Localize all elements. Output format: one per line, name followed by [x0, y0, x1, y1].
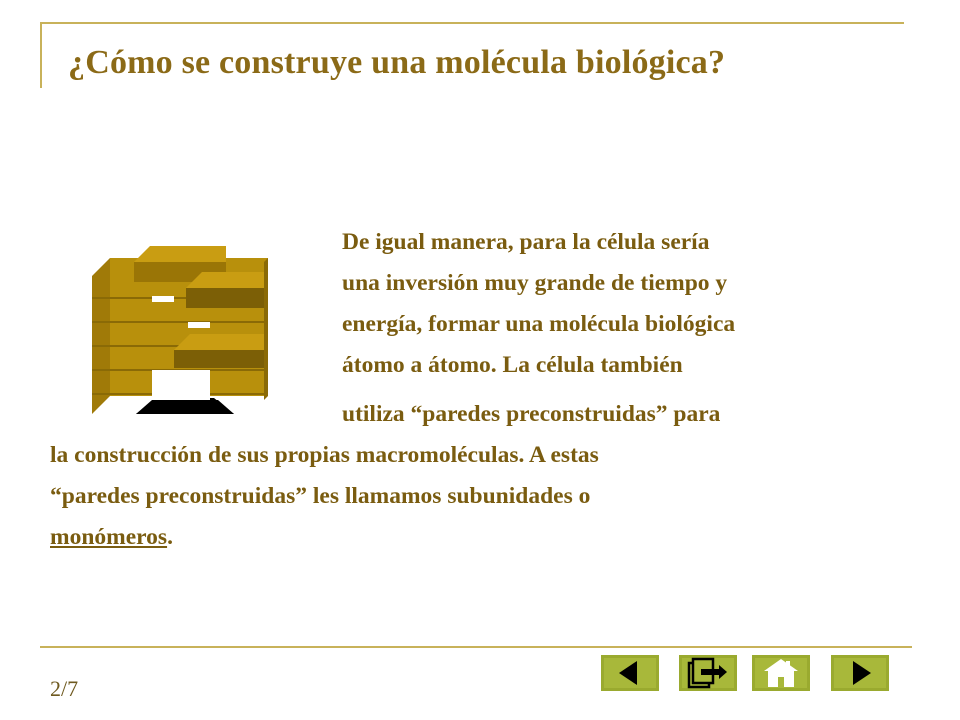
text-line: la construcción de sus propias macromoléculas. A estas: [50, 442, 599, 468]
previous-slide-button[interactable]: [601, 655, 659, 691]
footer-line: [40, 646, 912, 648]
slide-title: ¿Cómo se construye una molécula biológica?: [68, 44, 726, 81]
next-slide-button[interactable]: [831, 655, 889, 691]
home-icon: [752, 655, 810, 691]
left-frame-line: [40, 22, 42, 88]
top-frame-line: [40, 22, 904, 24]
intro-paragraph: [342, 222, 735, 386]
text-line: una inversión muy grande de tiempo y: [342, 270, 728, 296]
monomeros-link[interactable]: monómeros: [50, 524, 168, 550]
text-line: De igual manera, para la célula sería: [342, 229, 710, 255]
table-of-contents-icon: [679, 655, 737, 691]
text-line: utiliza “paredes preconstruidas” para: [342, 401, 721, 427]
brick-wall-icon: [88, 240, 278, 420]
period: .: [167, 524, 173, 550]
previous-slide-icon: [601, 655, 659, 691]
text-line: energía, formar una molécula biológica: [342, 311, 736, 337]
main-paragraph: [50, 394, 720, 558]
text-line-last: [50, 517, 720, 558]
text-line: átomo a átomo. La célula también: [342, 352, 683, 378]
text-line: “paredes preconstruidas” les llamamos subunidades o: [50, 483, 591, 509]
home-button[interactable]: [752, 655, 810, 691]
page-number: 2/7: [50, 676, 79, 701]
next-slide-icon: [831, 655, 889, 691]
table-of-contents-button[interactable]: [679, 655, 737, 691]
